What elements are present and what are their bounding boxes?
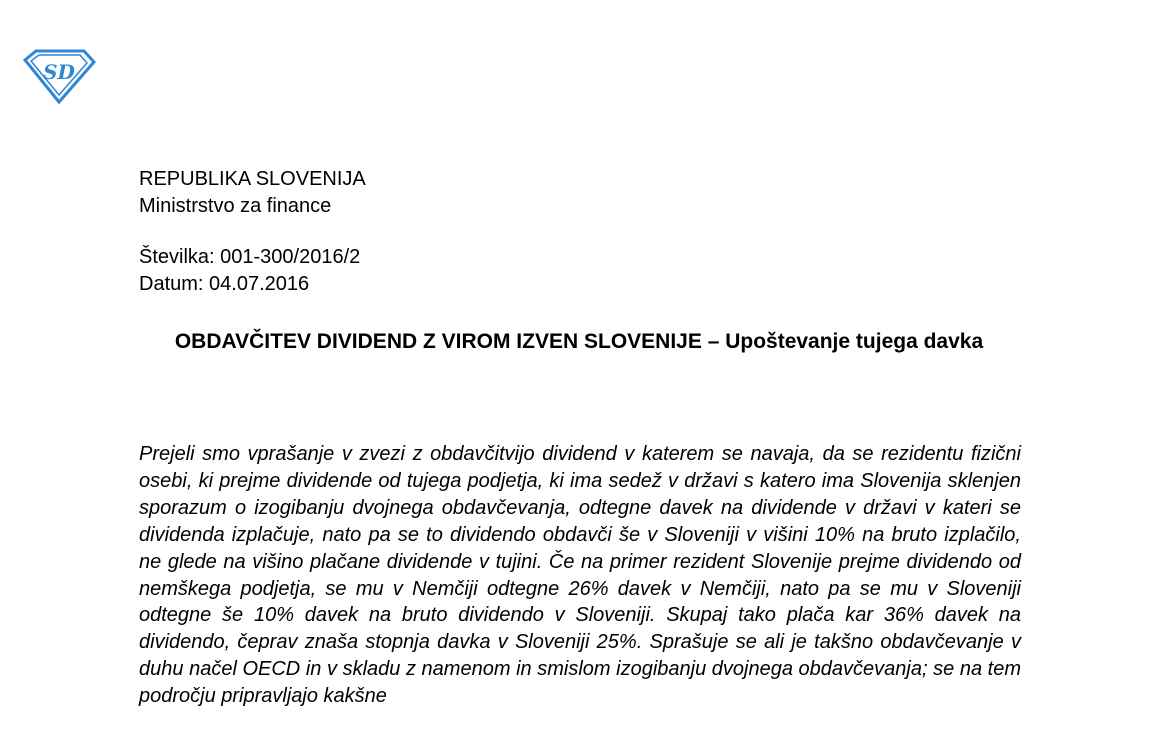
ministry-name: Ministrstvo za finance — [139, 195, 332, 217]
document-date: Datum: 04.07.2016 — [139, 273, 310, 295]
svg-text:SD: SD — [43, 60, 75, 84]
reference-block — [139, 244, 360, 298]
document-number: Številka: 001-300/2016/2 — [139, 246, 361, 268]
document-title: OBDAVČITEV DIVIDEND Z VIROM IZVEN SLOVENIJE – Upoštevanje tujega davka — [174, 330, 984, 353]
republic-name: REPUBLIKA SLOVENIJA — [139, 168, 366, 190]
institution-header — [139, 166, 366, 220]
document-body: Prejeli smo vprašanje v zvezi z obdavčitvijo dividend v katerem se navaja, da se rezidentu fizični osebi, ki prejme dividende od tujega podjetja, ki ima sedež v državi s katero ima Slovenija sklenjen sporazum o izogibanju dvojnega obdavčevanja, odtegne davek na dividende v državi v kateri se dividenda izplačuje, nato pa se to dividendo obdavči še v Sloveniji v višini 10% na bruto izplačilo, ne glede na višino plačane dividende v tujini. Če na primer rezident Slovenije prejme dividendo od nemškega podjetja, se mu v Nemčiji odtegne 26% davek v Nemčiji, nato pa se mu v Sloveniji odtegne še 10% davek na bruto dividendo v Sloveniji. Skupaj tako plača kar 36% davek na dividendo, čeprav znaša stopnja davka v Sloveniji 25%. Sprašuje se ali je takšno obdavčevanje v duhu načel OECD in v skladu z namenom in smislom izogibanju dvojnega obdavčevanja; se na tem področju pripravljajo kakšne — [139, 443, 1021, 708]
sd-shield-logo-icon — [22, 48, 96, 104]
